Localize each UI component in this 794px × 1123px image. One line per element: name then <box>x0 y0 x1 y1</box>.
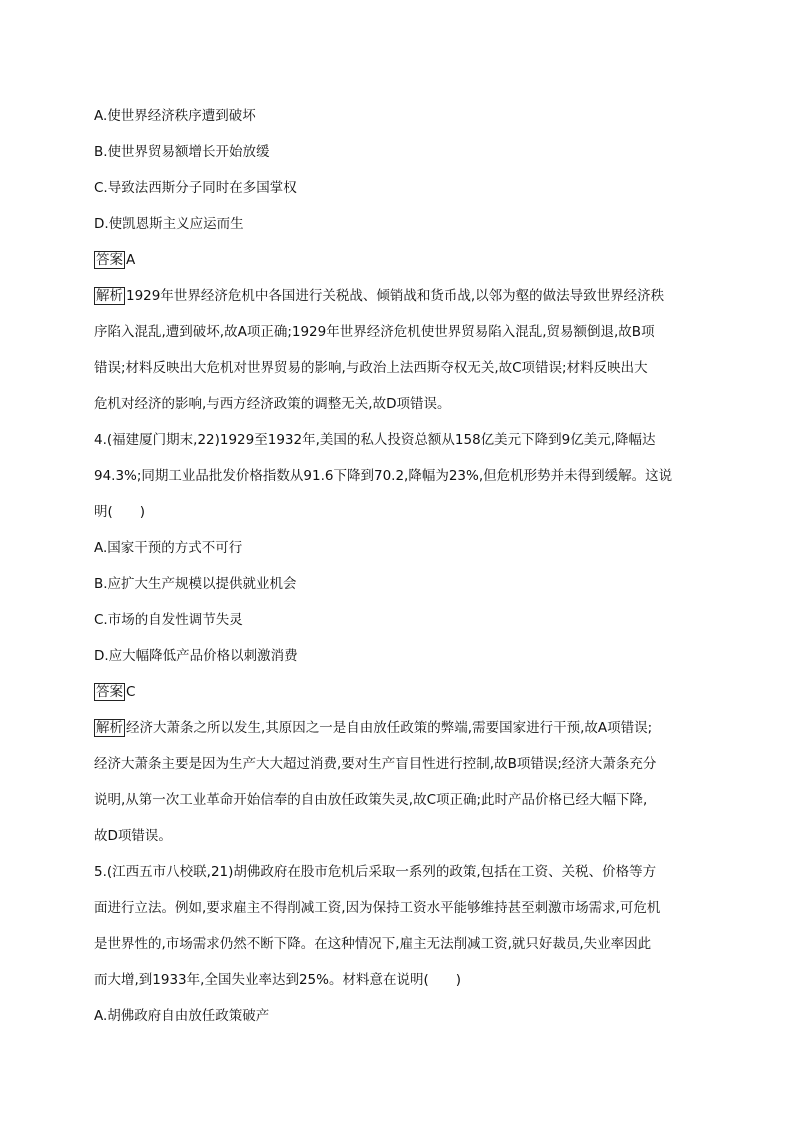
q4-analysis-line: 说明,从第一次工业革命开始信奉的自由放任政策失灵,故C项正确;此时产品价格已经大幅下降, <box>94 792 648 808</box>
answer-value: A <box>126 252 136 268</box>
q3-analysis-line: 危机对经济的影响,与西方经济政策的调整无关,故D项错误。 <box>94 396 451 412</box>
q3-analysis-line: 错误;材料反映出大危机对世界贸易的影响,与政治上法西斯夺权无关,故C项错误;材料反映出大 <box>94 360 648 376</box>
analysis-text: 1929年世界经济危机中各国进行关税战、倾销战和货币战,以邻为壑的做法导致世界经济秩 <box>126 288 665 304</box>
q4-option-a: A.国家干预的方式不可行 <box>94 540 243 556</box>
q3-analysis-line <box>94 287 706 305</box>
q3-option-b: B.使世界贸易额增长开始放缓 <box>94 144 270 160</box>
q4-analysis-line <box>94 719 706 737</box>
q5-stem-line: 5.(江西五市八校联,21)胡佛政府在股市危机后采取一系列的政策,包括在工资、关税、价格等方 <box>94 864 657 880</box>
q4-stem-line: 4.(福建厦门期末,22)1929至1932年,美国的私人投资总额从158亿美元下降到9亿美元,降幅达 <box>94 432 656 448</box>
q3-answer <box>94 251 706 269</box>
q5-option-a: A.胡佛政府自由放任政策破产 <box>94 1008 270 1024</box>
q4-stem-line: 明( ) <box>94 504 146 520</box>
answer-tag: 答案 <box>96 252 123 268</box>
answer-tag: 答案 <box>96 684 123 700</box>
q4-stem-line: 94.3%;同期工业品批发价格指数从91.6下降到70.2,降幅为23%,但危机形势并未得到缓解。这说 <box>94 468 673 484</box>
q5-stem-line: 是世界性的,市场需求仍然不断下降。在这种情况下,雇主无法削减工资,就只好裁员,失业率因此 <box>94 936 652 952</box>
q3-option-d: D.使凯恩斯主义应运而生 <box>94 216 244 232</box>
q4-option-c: C.市场的自发性调节失灵 <box>94 612 243 628</box>
q4-option-d: D.应大幅降低产品价格以刺激消费 <box>94 648 298 664</box>
q4-analysis-line: 故D项错误。 <box>94 828 172 844</box>
q4-option-b: B.应扩大生产规模以提供就业机会 <box>94 576 297 592</box>
answer-value: C <box>126 684 136 700</box>
q3-analysis-line: 序陷入混乱,遭到破坏,故A项正确;1929年世界经济危机使世界贸易陷入混乱,贸易额倒退,故B项 <box>94 324 655 340</box>
analysis-text: 经济大萧条之所以发生,其原因之一是自由放任政策的弊端,需要国家进行干预,故A项错误; <box>126 720 653 736</box>
q5-stem-line: 而大增,到1933年,全国失业率达到25%。材料意在说明( ) <box>94 972 461 988</box>
q4-analysis-line: 经济大萧条主要是因为生产大大超过消费,要对生产盲目性进行控制,故B项错误;经济大萧条充分 <box>94 756 657 772</box>
q5-stem-line: 面进行立法。例如,要求雇主不得削减工资,因为保持工资水平能够维持甚至刺激市场需求,可危机 <box>94 900 661 916</box>
q4-answer <box>94 683 706 701</box>
q3-option-c: C.导致法西斯分子同时在多国掌权 <box>94 180 297 196</box>
analysis-tag: 解析 <box>96 720 123 736</box>
q3-option-a: A.使世界经济秩序遭到破坏 <box>94 108 256 124</box>
analysis-tag: 解析 <box>96 288 123 304</box>
